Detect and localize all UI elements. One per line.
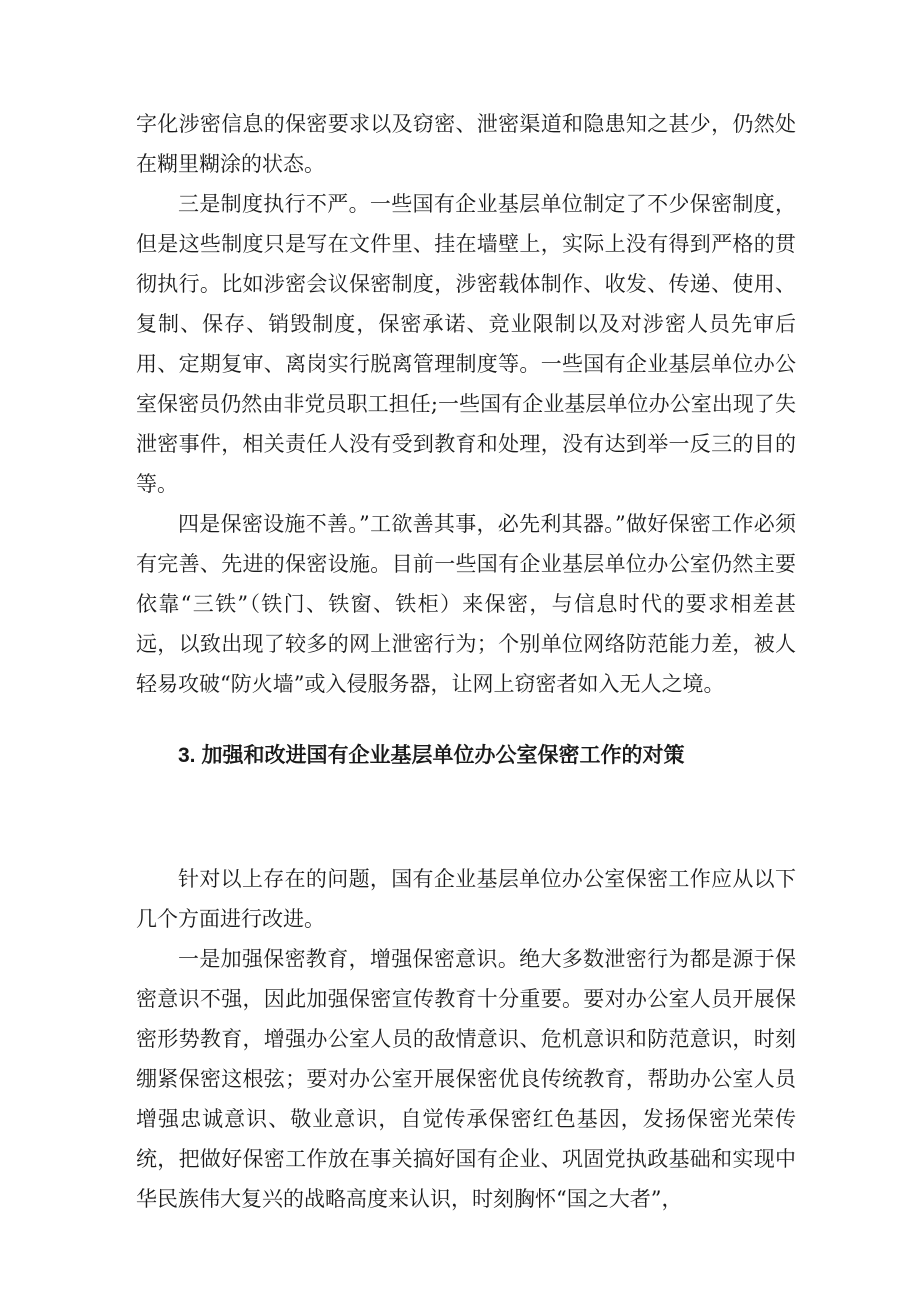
paragraph-strengthen-education: 一是加强保密教育，增强保密意识。绝大多数泄密行为都是源于保密意识不强，因此加强保密宣传教育十分重要。要对办公室人员开展保密形势教育，增强办公室人员的敌情意识、危机意识和防范意识，时刻绷紧保密这根弦；要对办公室开展保密优良传统教育，帮助办公室人员增强忠诚意识、敬业意识，自觉传承保密红色基因，发扬保密光荣传统，把做好保密工作放在事关搞好国有企业、巩固党执政基础和实现中华民族伟大复兴的战略高度来认识，时刻胸怀“国之大者”， — [136, 947, 796, 1211]
body-text-bottom — [136, 859, 796, 1219]
paragraph-security-facilities: 四是保密设施不善。”工欲善其事，必先利其器。”做好保密工作必须有完善、先进的保密设施。目前一些国有企业基层单位办公室仍然主要依靠“三铁”（铁门、铁窗、铁柜）来保密，与信息时代的要求相差甚远，以致出现了较多的网上泄密行为；个别单位网络防范能力差，被人轻易攻破“防火墙”或入侵服务器，让网上窃密者如入无人之境。 — [136, 512, 796, 696]
section-heading — [178, 735, 685, 776]
paragraph-system-enforcement: 三是制度执行不严。一些国有企业基层单位制定了不少保密制度，但是这些制度只是写在文件里、挂在墙壁上，实际上没有得到严格的贯彻执行。比如涉密会议保密制度，涉密载体制作、收发、传递、使用、复制、保存、销毁制度，保密承诺、竞业限制以及对涉密人员先审后用、定期复审、离岗实行脱离管理制度等。一些国有企业基层单位办公室保密员仍然由非党员职工担任;一些国有企业基层单位办公室出现了失泄密事件，相关责任人没有受到教育和处理，没有达到举一反三的目的等。 — [136, 192, 796, 496]
paragraph-intro: 针对以上存在的问题，国有企业基层单位办公室保密工作应从以下几个方面进行改进。 — [136, 867, 796, 931]
section-number: 3. — [178, 744, 196, 767]
paragraph-continuation: 字化涉密信息的保密要求以及窃密、泄密渠道和隐患知之甚少，仍然处在糊里糊涂的状态。 — [136, 112, 796, 176]
section-title: 加强和改进国有企业基层单位办公室保密工作的对策 — [201, 742, 685, 767]
body-text-top — [136, 104, 796, 704]
